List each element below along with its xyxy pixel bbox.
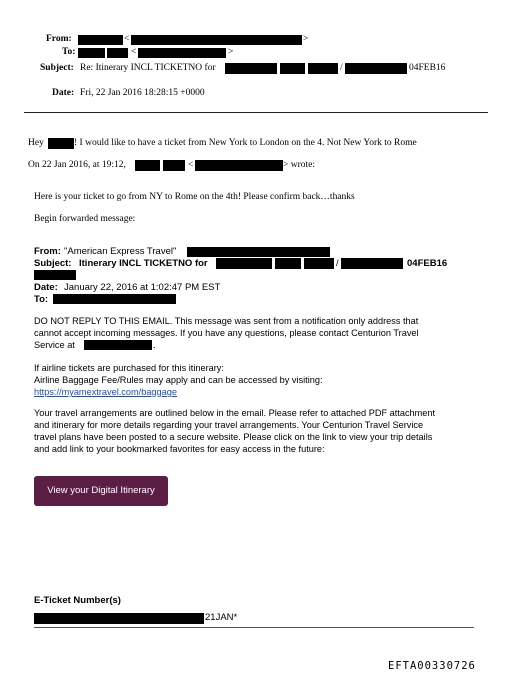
notice-line-1: DO NOT REPLY TO THIS EMAIL. This message was sent from a notification only address that	[34, 316, 419, 326]
arrangements-line-1: Your travel arrangements are outlined below in the email. Please refer to attached PDF attachment	[34, 408, 436, 418]
fwd-from-value: "American Express Travel"	[64, 246, 177, 257]
redacted-block	[53, 294, 176, 304]
reply-message: ! I would like to have a ticket from New York to London on the 4. Not New York to Rome	[74, 138, 417, 148]
redacted-block	[341, 258, 403, 269]
redacted-block	[304, 258, 334, 269]
redacted-block	[84, 340, 152, 350]
subject-slash: /	[340, 63, 343, 73]
redacted-block	[48, 138, 74, 149]
date-value: Fri, 22 Jan 2016 18:28:15 +0000	[80, 88, 205, 98]
fwd-subject-text: Itinerary INCL TICKETNO for	[79, 258, 208, 269]
arrangements-line-2: and itinerary for more details regarding your travel arrangements. Your Centurion Travel Service	[34, 420, 424, 430]
subject-suffix: 04FEB16	[409, 63, 446, 73]
redacted-block	[216, 258, 272, 269]
redacted-block	[131, 35, 302, 45]
quote-lt: <	[188, 160, 194, 170]
fwd-subject-label: Subject:	[34, 258, 72, 269]
quote-suffix: > wrote:	[283, 160, 316, 170]
fwd-from-label: From:	[34, 246, 61, 257]
baggage-intro: If airline tickets are purchased for this itinerary:	[34, 363, 224, 373]
view-itinerary-button[interactable]: View your Digital Itinerary	[34, 476, 168, 506]
subject-text: Re: Itinerary INCL TICKETNO for	[80, 63, 216, 73]
arrangements-line-3: travel plans have been posted to a secure website. Please click on the link to view your trip details	[34, 432, 433, 442]
redacted-block	[78, 35, 123, 45]
redacted-block	[345, 63, 407, 74]
notice-line-3: Service at	[34, 340, 75, 350]
redacted-block	[34, 270, 76, 280]
fwd-date-label: Date:	[34, 282, 58, 293]
notice-line-3-end: .	[153, 340, 156, 350]
redacted-block	[308, 63, 338, 74]
quote-prefix: On 22 Jan 2016, at 19:12,	[28, 160, 126, 170]
document-id: EFTA00330726	[388, 660, 476, 672]
subject-label: Subject:	[40, 63, 74, 73]
fwd-to-label: To:	[34, 294, 49, 305]
from-label: From:	[46, 34, 72, 44]
baggage-link[interactable]: https://myamextravel.com/baggage	[34, 387, 177, 397]
fwd-date-value: January 22, 2016 at 1:02:47 PM EST	[64, 282, 221, 293]
redacted-block	[34, 613, 204, 624]
redacted-block	[195, 160, 283, 171]
redacted-block	[107, 48, 128, 58]
redacted-block	[275, 258, 301, 269]
forward-label: Begin forwarded message:	[34, 214, 136, 224]
fwd-subject-suffix: 04FEB16	[407, 258, 448, 269]
lt-bracket: <	[131, 47, 137, 57]
eticket-heading: E-Ticket Number(s)	[34, 595, 121, 606]
eticket-suffix: 21JAN*	[205, 612, 238, 623]
redacted-block	[135, 160, 160, 171]
gt-bracket: >	[303, 34, 309, 44]
redacted-block	[187, 247, 330, 257]
date-label: Date:	[52, 88, 75, 98]
redacted-block	[138, 48, 226, 58]
to-label: To:	[62, 47, 76, 57]
notice-line-2: cannot accept incoming messages. If you have any questions, please contact Centurion Travel	[34, 328, 419, 338]
header-divider	[24, 112, 488, 113]
fwd-subject-slash: /	[336, 258, 339, 269]
arrangements-line-4: and add link to your bookmarked favorites for easy access in the future:	[34, 444, 325, 454]
redacted-block	[78, 48, 105, 58]
baggage-rules: Airline Baggage Fee/Rules may apply and can be accessed by visiting:	[34, 375, 323, 385]
quoted-line: Here is your ticket to go from NY to Rome on the 4th! Please confirm back…thanks	[34, 192, 355, 202]
redacted-block	[163, 160, 185, 171]
redacted-block	[225, 63, 277, 74]
lt-bracket: <	[124, 34, 130, 44]
redacted-block	[280, 63, 305, 74]
gt-bracket: >	[228, 47, 234, 57]
eticket-divider	[34, 627, 474, 628]
greeting: Hey	[28, 138, 44, 148]
